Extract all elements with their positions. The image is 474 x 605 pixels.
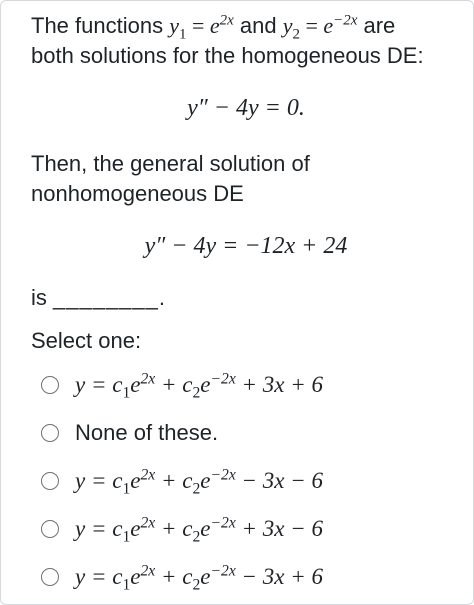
is-text: is [31, 285, 53, 310]
answer-options [41, 361, 461, 601]
e2-base: e [200, 516, 211, 541]
answer-option-3[interactable] [41, 457, 461, 505]
nonhomogeneous-text: nonhomogeneous DE [31, 181, 244, 206]
y2-subscript: 2 [292, 26, 300, 43]
c2-subscript: 2 [192, 480, 201, 498]
answer-option-5[interactable] [41, 553, 461, 601]
e1-exponent: 2x [140, 562, 156, 580]
answer-lhs: y = c [75, 516, 123, 541]
answer-option-4[interactable] [41, 505, 461, 553]
y1-base: e [209, 13, 220, 38]
e1-exponent: 2x [140, 514, 156, 532]
y1-equals: = [186, 13, 210, 38]
answer-mid: + c [155, 372, 193, 397]
answer-tail: + 3x + 6 [235, 372, 324, 397]
c1-subscript: 1 [122, 528, 131, 546]
radio-button[interactable] [41, 568, 59, 586]
y2-exponent: −2x [333, 12, 358, 29]
answer-tail: − 3x + 6 [235, 564, 324, 589]
answer-option-1[interactable] [41, 361, 461, 409]
e2-exponent: −2x [210, 370, 236, 388]
e1-exponent: 2x [140, 370, 156, 388]
y2-base: e [323, 13, 334, 38]
nonhomogeneous-equation: y″ − 4y = −12x + 24 [144, 233, 348, 259]
answer-option-2-text: None of these. [75, 420, 219, 445]
and-text: and [233, 13, 283, 38]
question-line-2: both solutions for the homogeneous DE: [31, 43, 424, 68]
answer-tail: + 3x − 6 [235, 516, 324, 541]
select-one-label: Select one: [31, 328, 142, 353]
y2-equals: = [299, 13, 324, 38]
c1-subscript: 1 [122, 480, 131, 498]
e2-exponent: −2x [210, 466, 236, 484]
e2-base: e [200, 564, 211, 589]
c1-subscript: 1 [122, 384, 131, 402]
then-text: Then, the general solution of [31, 151, 310, 176]
answer-mid: + c [155, 564, 193, 589]
e2-base: e [200, 468, 211, 493]
y2-symbol: y [282, 13, 293, 38]
answer-blank: ________. [53, 285, 166, 310]
e1-exponent: 2x [140, 466, 156, 484]
question-text [31, 11, 461, 313]
radio-button[interactable] [41, 376, 59, 394]
is-blank-line [31, 283, 461, 313]
answer-option-1-text [75, 370, 324, 402]
radio-button[interactable] [41, 424, 59, 442]
answer-lhs: y = c [75, 564, 123, 589]
answer-mid: + c [155, 516, 193, 541]
y1-expression [169, 12, 234, 43]
answer-tail: − 3x − 6 [235, 468, 324, 493]
e2-exponent: −2x [210, 562, 236, 580]
intro-text: The functions [31, 13, 164, 38]
answer-option-2[interactable] [41, 409, 461, 457]
c1-subscript: 1 [122, 576, 131, 594]
homogeneous-equation: y″ − 4y = 0. [187, 95, 305, 121]
e1-base: e [130, 372, 141, 397]
answer-option-5-text [75, 562, 324, 594]
e1-base: e [130, 468, 141, 493]
radio-button[interactable] [41, 520, 59, 538]
are-text: are [357, 13, 396, 38]
e1-base: e [130, 564, 141, 589]
e2-exponent: −2x [210, 514, 236, 532]
radio-button[interactable] [41, 472, 59, 490]
y1-exponent: 2x [219, 12, 234, 29]
y1-symbol: y [169, 13, 179, 38]
c2-subscript: 2 [192, 528, 201, 546]
c2-subscript: 2 [192, 384, 201, 402]
answer-option-4-text [75, 514, 324, 546]
e2-base: e [200, 372, 211, 397]
e1-base: e [130, 516, 141, 541]
answer-lhs: y = c [75, 372, 123, 397]
answer-lhs: y = c [75, 468, 123, 493]
answer-mid: + c [155, 468, 193, 493]
c2-subscript: 2 [192, 576, 201, 594]
answer-option-3-text [75, 466, 324, 498]
question-line-1 [31, 11, 461, 41]
y1-subscript: 1 [178, 26, 187, 43]
y2-expression [282, 12, 358, 43]
